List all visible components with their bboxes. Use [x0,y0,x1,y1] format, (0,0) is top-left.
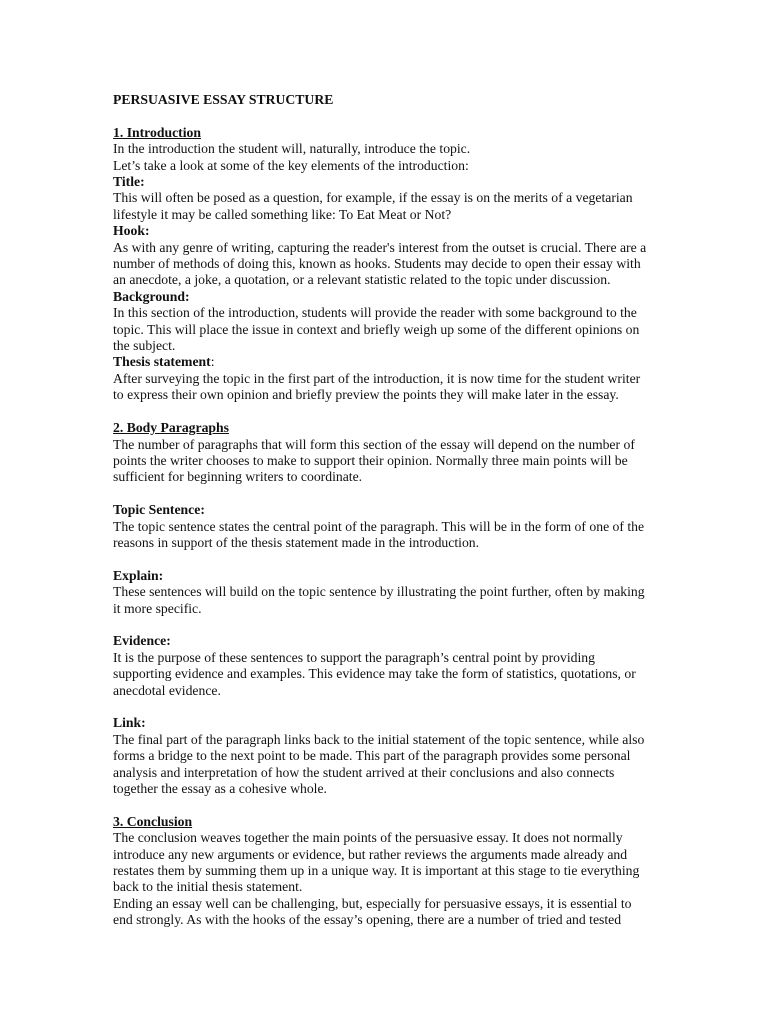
subheading-hook: Hook: [113,223,150,239]
background-line: In this section of the introduction, students will provide the reader with some background to the [113,305,637,321]
thesis-heading-text: Thesis statement [113,354,211,370]
conclusion-line: back to the initial thesis statement. [113,879,303,895]
topic-line: reasons in support of the thesis statement made in the introduction. [113,534,480,550]
section-heading-conclusion: 3. Conclusion [113,813,193,829]
thesis-line: to express their own opinion and briefly preview the points they will make later in the essay. [113,387,619,403]
spacer [113,617,658,633]
conclusion-line: restates them by summing them up in a unique way. It is important at this stage to tie everything [113,862,640,878]
title-line: lifestyle it may be called something like: To Eat Meat or Not? [113,206,452,222]
evidence-line: supporting evidence and examples. This evidence may take the form of statistics, quotations, or [113,666,636,682]
thesis-line: After surveying the topic in the first part of the introduction, it is now time for the student writer [113,370,641,386]
link-line: analysis and interpretation of how the student arrived at their conclusions and also connects [113,764,615,780]
document-page [113,92,658,929]
spacer [113,551,658,567]
subheading-evidence: Evidence: [113,633,171,649]
explain-line: it more specific. [113,600,202,616]
background-line: topic. This will place the issue in context and briefly weigh up some of the different opinions on [113,321,640,337]
hook-line: number of methods of doing this, known as hooks. Students may decide to open their essay with [113,256,641,272]
section-heading-introduction: 1. Introduction [113,124,201,140]
link-line: The final part of the paragraph links back to the initial statement of the topic sentence, while also [113,731,645,747]
evidence-line: It is the purpose of these sentences to support the paragraph’s central point by providing [113,649,595,665]
spacer [113,404,658,420]
link-line: together the essay as a cohesive whole. [113,780,327,796]
body-intro-line: points the writer chooses to make to support their opinion. Normally three main points will be [113,452,628,468]
spacer [113,699,658,715]
topic-line: The topic sentence states the central point of the paragraph. This will be in the form of one of the [113,518,645,534]
body-intro-line: sufficient for beginning writers to coordinate. [113,469,363,485]
conclusion-line: The conclusion weaves together the main points of the persuasive essay. It does not normally [113,830,623,846]
intro-line: In the introduction the student will, naturally, introduce the topic. [113,141,471,157]
subheading-thesis-statement [113,354,658,370]
subheading-title: Title: [113,174,145,190]
intro-line: Let’s take a look at some of the key elements of the introduction: [113,157,469,173]
conclusion-line: Ending an essay well can be challenging, but, especially for persuasive essays, it is essential to [113,895,632,911]
document-title: PERSUASIVE ESSAY STRUCTURE [113,92,334,107]
hook-line: As with any genre of writing, capturing the reader's interest from the outset is crucial. There are a [113,239,647,255]
spacer [113,797,658,813]
evidence-line: anecdotal evidence. [113,682,221,698]
subheading-explain: Explain: [113,567,164,583]
conclusion-line: end strongly. As with the hooks of the essay’s opening, there are a number of tried and tested [113,912,622,928]
title-line: This will often be posed as a question, for example, if the essay is on the merits of a vegetarian [113,190,633,206]
spacer [113,486,658,502]
section-heading-body-paragraphs: 2. Body Paragraphs [113,420,229,436]
background-line: the subject. [113,338,176,354]
conclusion-line: introduce any new arguments or evidence, but rather reviews the arguments made already and [113,846,628,862]
link-line: forms a bridge to the next point to be made. This part of the paragraph provides some personal [113,748,631,764]
explain-line: These sentences will build on the topic sentence by illustrating the point further, often by making [113,584,645,600]
subheading-link: Link: [113,715,146,731]
subheading-topic-sentence: Topic Sentence: [113,502,205,518]
hook-line: an anecdote, a joke, a quotation, or a relevant statistic related to the topic under discussion. [113,272,611,288]
body-intro-line: The number of paragraphs that will form this section of the essay will depend on the number of [113,436,635,452]
subheading-background: Background: [113,288,190,304]
thesis-heading-colon: : [210,354,215,370]
spacer [113,108,658,124]
